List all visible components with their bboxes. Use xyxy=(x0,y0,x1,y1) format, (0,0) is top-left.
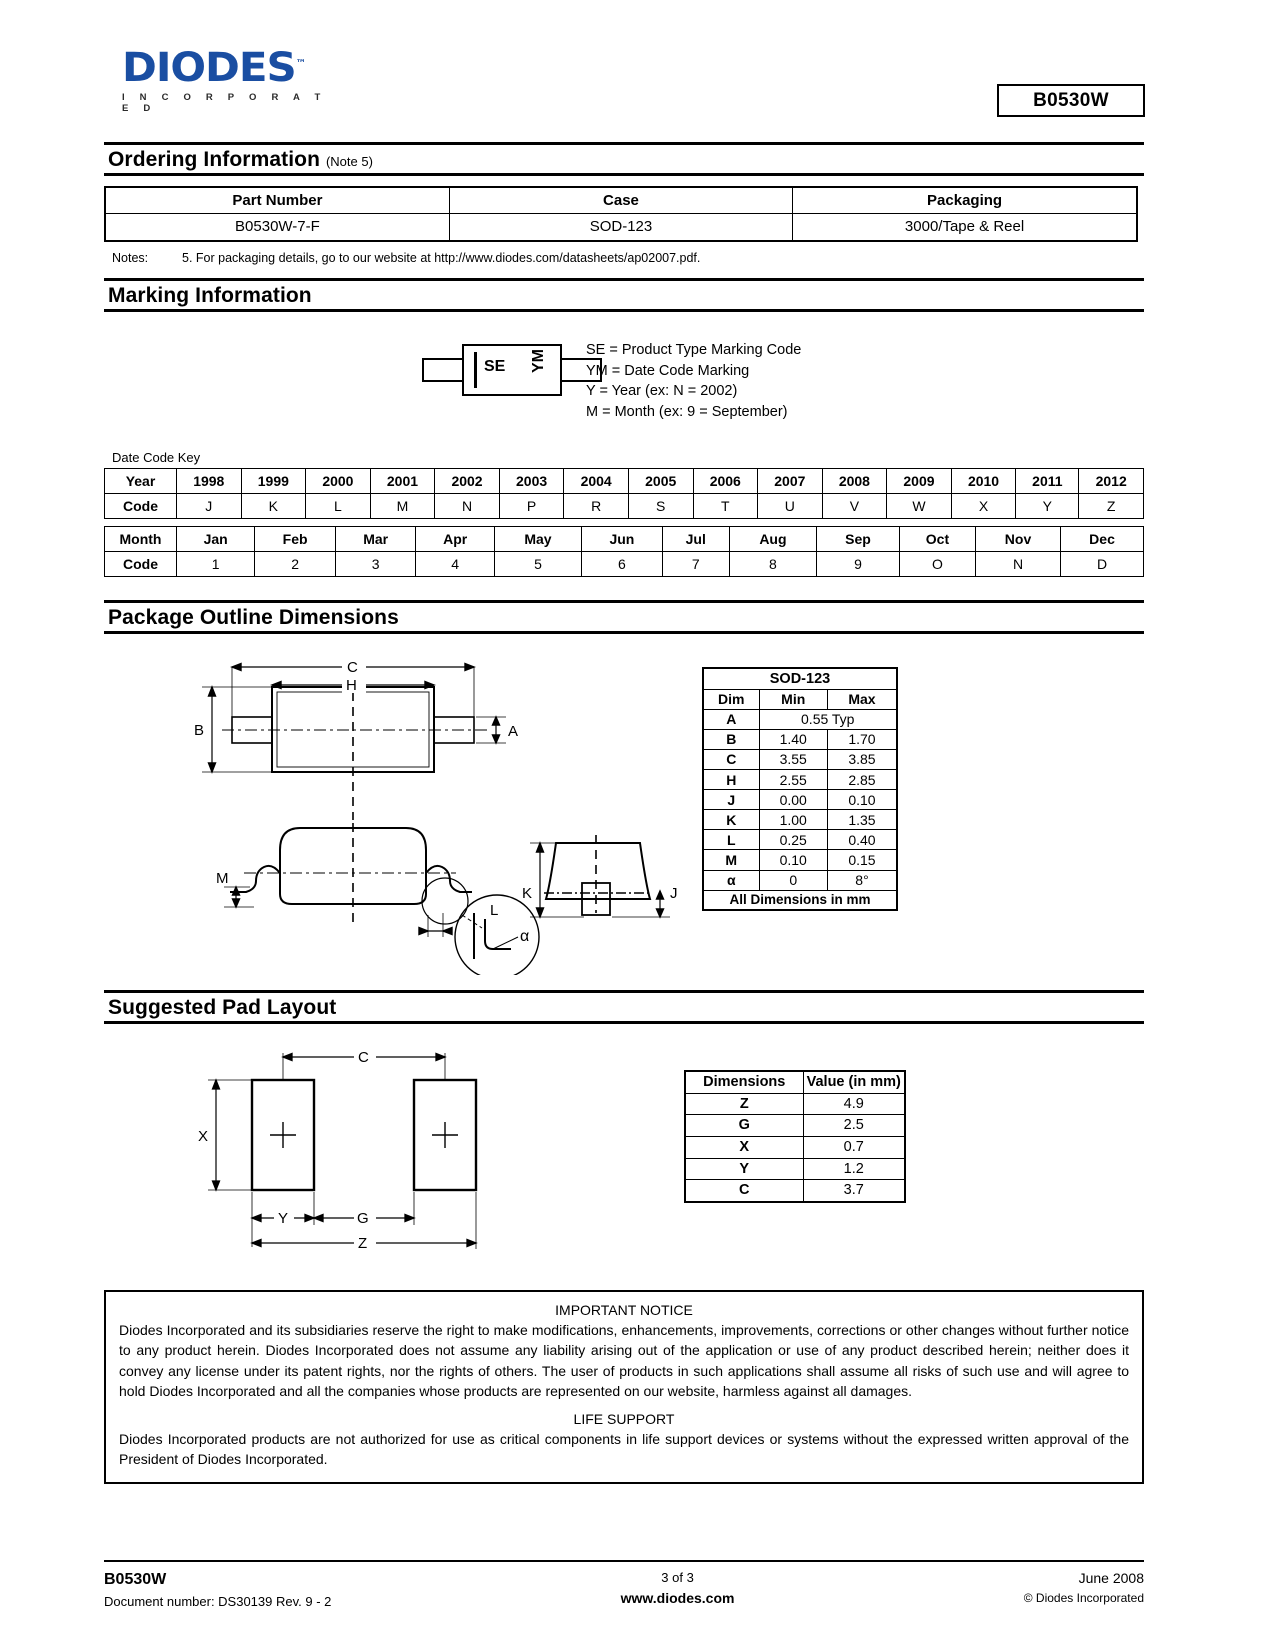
pad-label-Z: Z xyxy=(358,1235,368,1252)
trademark-icon: ™ xyxy=(295,58,306,70)
table-row xyxy=(105,552,1144,577)
year-2001: 2001 xyxy=(370,469,435,494)
year-2009: 2009 xyxy=(887,469,952,494)
year-code-9: U xyxy=(758,494,823,519)
dim-row-B: B xyxy=(703,729,759,749)
dim-K-max: 1.35 xyxy=(827,810,897,830)
package-outline-title: Package Outline Dimensions xyxy=(108,606,399,629)
year-code-12: X xyxy=(951,494,1016,519)
year-2000: 2000 xyxy=(306,469,371,494)
month-jun: Jun xyxy=(582,527,663,552)
year-row-header: Year xyxy=(105,469,177,494)
dim-table-footer: All Dimensions in mm xyxy=(703,890,897,910)
important-notice-title: IMPORTANT NOTICE xyxy=(555,1302,693,1318)
month-row-header: Month xyxy=(105,527,177,552)
month-dec: Dec xyxy=(1061,527,1144,552)
year-1999: 1999 xyxy=(241,469,306,494)
footer-copyright: © Diodes Incorporated xyxy=(1023,1591,1144,1605)
month-code-4: 5 xyxy=(494,552,581,577)
marking-section-title: Marking Information xyxy=(108,284,312,307)
table-row xyxy=(703,729,897,749)
year-code-8: T xyxy=(693,494,758,519)
year-code-13: Y xyxy=(1016,494,1079,519)
table-row xyxy=(685,1093,905,1115)
dim-label-L: L xyxy=(490,902,499,919)
ordering-information-section xyxy=(104,142,1144,265)
table-row xyxy=(703,850,897,870)
dim-row-M: M xyxy=(703,850,759,870)
year-code-5: P xyxy=(499,494,564,519)
table-row xyxy=(685,1180,905,1202)
ordering-col-part-number: Part Number xyxy=(105,187,449,214)
table-row xyxy=(703,689,897,709)
pad-label-G: G xyxy=(357,1210,369,1227)
table-row xyxy=(703,830,897,850)
table-row xyxy=(105,494,1144,519)
month-code-0: 1 xyxy=(177,552,255,577)
marking-legend-line-3: Y = Year (ex: N = 2002) xyxy=(586,383,738,400)
pad-label-C: C xyxy=(358,1049,369,1066)
table-row xyxy=(105,469,1144,494)
pad-row-G: G xyxy=(685,1115,803,1137)
life-support-title: LIFE SUPPORT xyxy=(573,1411,675,1428)
footer-right xyxy=(1024,1568,1144,1612)
year-2005: 2005 xyxy=(628,469,693,494)
table-row xyxy=(703,668,897,689)
dim-alpha-min: 0 xyxy=(759,870,827,890)
dim-A-typ: 0.55 Typ xyxy=(759,709,897,729)
year-code-11: W xyxy=(887,494,952,519)
month-code-2: 3 xyxy=(335,552,416,577)
package-outline-drawing xyxy=(104,645,694,975)
dim-row-J: J xyxy=(703,790,759,810)
table-row xyxy=(703,870,897,890)
ordering-section-title xyxy=(104,145,1144,173)
pad-value-C: 3.7 xyxy=(803,1180,905,1202)
ordering-title-text: Ordering Information xyxy=(108,148,320,171)
year-code-row-header: Code xyxy=(105,494,177,519)
month-apr: Apr xyxy=(416,527,494,552)
year-2007: 2007 xyxy=(758,469,823,494)
year-code-2: L xyxy=(306,494,371,519)
logo-wordmark xyxy=(122,45,358,91)
table-row xyxy=(703,709,897,729)
month-jul: Jul xyxy=(662,527,729,552)
year-code-table-wrap xyxy=(104,468,1144,519)
month-code-6: 7 xyxy=(662,552,729,577)
sod123-dimensions-table xyxy=(702,667,898,911)
month-nov: Nov xyxy=(975,527,1060,552)
year-code-4: N xyxy=(435,494,500,519)
pad-layout-title: Suggested Pad Layout xyxy=(108,996,337,1019)
month-code-9: O xyxy=(899,552,975,577)
dim-label-alpha: α xyxy=(520,928,530,945)
dim-B-min: 1.40 xyxy=(759,729,827,749)
package-outline-section xyxy=(104,600,1144,634)
pad-row-C: C xyxy=(685,1180,803,1202)
dim-L-max: 0.40 xyxy=(827,830,897,850)
ordering-col-packaging: Packaging xyxy=(793,187,1137,214)
table-row xyxy=(703,890,897,910)
table-row xyxy=(703,749,897,769)
month-code-10: N xyxy=(975,552,1060,577)
year-code-7: S xyxy=(628,494,693,519)
marking-legend-line-1: SE = Product Type Marking Code xyxy=(586,342,802,358)
dim-col-max: Max xyxy=(827,689,897,709)
page-header xyxy=(0,0,1275,114)
marking-legend-line-4: M = Month (ex: 9 = September) xyxy=(586,404,788,421)
pad-value-G: 2.5 xyxy=(803,1115,905,1137)
footer-part-number: B0530W xyxy=(104,1571,167,1588)
dim-row-K: K xyxy=(703,810,759,830)
month-code-5: 6 xyxy=(582,552,663,577)
footer-center xyxy=(621,1568,735,1612)
dim-H-max: 2.85 xyxy=(827,770,897,790)
month-jan: Jan xyxy=(177,527,255,552)
footer-date: June 2008 xyxy=(1078,1570,1144,1586)
dim-row-L: L xyxy=(703,830,759,850)
dim-col-dim: Dim xyxy=(703,689,759,709)
part-number-text: B0530W xyxy=(1033,89,1109,111)
month-code-8: 9 xyxy=(817,552,900,577)
ordering-cell-part-number: B0530W-7-F xyxy=(105,214,449,241)
footer-document-number: Document number: DS30139 Rev. 9 - 2 xyxy=(104,1594,332,1609)
device-lead-left xyxy=(422,358,464,382)
pad-label-Y: Y xyxy=(278,1210,289,1227)
package-outline-drawing-area xyxy=(104,645,1144,975)
life-support-paragraph: Diodes Incorporated products are not authorized for use as critical components in life support devices or systems without the expressed written approval of the President of Diodes Incorporated. xyxy=(119,1431,1129,1468)
pad-layout-table xyxy=(684,1070,906,1203)
pad-row-Z: Z xyxy=(685,1093,803,1115)
pad-layout-drawing xyxy=(104,1035,644,1270)
pad-value-Y: 1.2 xyxy=(803,1158,905,1180)
important-notice-paragraph: Diodes Incorporated and its subsidiaries reserve the right to make modifications, enhancements, improvements, corrections or other changes without further notice to any product herein. Diodes Incorporated does not assume any liability arising out of the application or use of any product described herein; neither does it convey any license under its patent rights, nor the rights of others. The user of products in such applications shall assume all risks of such use and will agree to hold Diodes Incorporated and all the companies whose products are represented on our website, harmless against all damages. xyxy=(119,1322,1129,1399)
table-row xyxy=(685,1071,905,1093)
page-footer xyxy=(104,1560,1144,1612)
dim-table-title: SOD-123 xyxy=(703,668,897,689)
dim-label-M: M xyxy=(216,870,229,887)
dim-label-C: C xyxy=(347,659,358,676)
month-feb: Feb xyxy=(255,527,336,552)
pad-value-X: 0.7 xyxy=(803,1137,905,1159)
year-2010: 2010 xyxy=(951,469,1016,494)
table-row xyxy=(685,1115,905,1137)
dim-label-K: K xyxy=(522,885,533,902)
table-row xyxy=(685,1137,905,1159)
table-row xyxy=(703,810,897,830)
dim-J-min: 0.00 xyxy=(759,790,827,810)
dim-alpha-max: 8° xyxy=(827,870,897,890)
notes-text: 5. For packaging details, go to our website at http://www.diodes.com/datasheets/ap02007.pdf. xyxy=(182,250,701,265)
year-code-1: K xyxy=(241,494,306,519)
year-2006: 2006 xyxy=(693,469,758,494)
ordering-cell-packaging: 3000/Tape & Reel xyxy=(793,214,1137,241)
table-row xyxy=(685,1158,905,1180)
logo-wordmark-text: DIODES xyxy=(122,45,296,91)
dim-B-max: 1.70 xyxy=(827,729,897,749)
pad-row-X: X xyxy=(685,1137,803,1159)
notes-label: Notes: xyxy=(112,250,149,265)
suggested-pad-layout-section xyxy=(104,990,1144,1024)
dim-row-alpha: α xyxy=(703,870,759,890)
date-code-key-label: Date Code Key xyxy=(112,450,201,465)
dim-M-min: 0.10 xyxy=(759,850,827,870)
year-code-table xyxy=(104,468,1144,519)
dim-M-max: 0.15 xyxy=(827,850,897,870)
year-2011: 2011 xyxy=(1016,469,1079,494)
ordering-notes xyxy=(104,251,1144,265)
month-code-11: D xyxy=(1061,552,1144,577)
dim-J-max: 0.10 xyxy=(827,790,897,810)
pad-col-dimensions: Dimensions xyxy=(685,1071,803,1093)
pad-label-X: X xyxy=(198,1128,209,1145)
footer-page-number: 3 of 3 xyxy=(661,1570,694,1585)
month-code-3: 4 xyxy=(416,552,494,577)
year-code-3: M xyxy=(370,494,435,519)
dim-label-J: J xyxy=(670,885,678,902)
table-row xyxy=(105,214,1137,241)
pad-row-Y: Y xyxy=(685,1158,803,1180)
month-code-1: 2 xyxy=(255,552,336,577)
pad-value-Z: 4.9 xyxy=(803,1093,905,1115)
pad-layout-drawing-area xyxy=(104,1035,1144,1275)
dim-row-H: H xyxy=(703,770,759,790)
ordering-table-header-row xyxy=(105,187,1137,214)
table-row xyxy=(703,790,897,810)
year-code-0: J xyxy=(177,494,242,519)
year-2004: 2004 xyxy=(564,469,629,494)
year-code-6: R xyxy=(564,494,629,519)
marking-legend xyxy=(586,340,801,423)
part-number-box xyxy=(997,84,1145,117)
diodes-logo xyxy=(122,45,347,114)
year-code-14: Z xyxy=(1079,494,1144,519)
year-2008: 2008 xyxy=(822,469,887,494)
dim-label-A: A xyxy=(508,723,519,740)
dim-label-H: H xyxy=(346,677,357,694)
ordering-table xyxy=(104,186,1138,242)
cathode-band-icon xyxy=(474,352,477,388)
year-2002: 2002 xyxy=(435,469,500,494)
marking-code-se: SE xyxy=(484,358,506,375)
logo-subtitle: I N C O R P O R A T E D xyxy=(122,92,327,114)
pad-col-value: Value (in mm) xyxy=(803,1071,905,1093)
footer-website-link[interactable]: www.diodes.com xyxy=(620,1589,735,1606)
year-code-10: V xyxy=(822,494,887,519)
month-oct: Oct xyxy=(899,527,975,552)
marking-information-section xyxy=(104,278,1144,312)
month-code-row-header: Code xyxy=(105,552,177,577)
month-may: May xyxy=(494,527,581,552)
dim-label-B: B xyxy=(194,722,205,739)
month-mar: Mar xyxy=(335,527,416,552)
ordering-title-note: (Note 5) xyxy=(325,154,373,169)
ordering-col-case: Case xyxy=(449,187,792,214)
month-code-table xyxy=(104,526,1144,577)
month-sep: Sep xyxy=(817,527,900,552)
footer-left xyxy=(104,1568,331,1612)
month-aug: Aug xyxy=(729,527,816,552)
table-row xyxy=(703,770,897,790)
dim-H-min: 2.55 xyxy=(759,770,827,790)
month-code-table-wrap xyxy=(104,526,1144,577)
year-2003: 2003 xyxy=(499,469,564,494)
marking-code-ym: YM xyxy=(530,349,547,373)
month-code-7: 8 xyxy=(729,552,816,577)
dim-row-C: C xyxy=(703,749,759,769)
year-2012: 2012 xyxy=(1079,469,1144,494)
dim-K-min: 1.00 xyxy=(759,810,827,830)
important-notice-box xyxy=(104,1290,1144,1484)
dim-C-max: 3.85 xyxy=(827,749,897,769)
table-row xyxy=(105,527,1144,552)
marking-diagram-area xyxy=(104,330,1144,425)
dim-C-min: 3.55 xyxy=(759,749,827,769)
dim-row-A: A xyxy=(703,709,759,729)
marking-legend-line-2: YM = Date Code Marking xyxy=(586,362,750,379)
dim-L-min: 0.25 xyxy=(759,830,827,850)
ordering-cell-case: SOD-123 xyxy=(449,214,792,241)
year-1998: 1998 xyxy=(177,469,242,494)
dim-col-min: Min xyxy=(759,689,827,709)
